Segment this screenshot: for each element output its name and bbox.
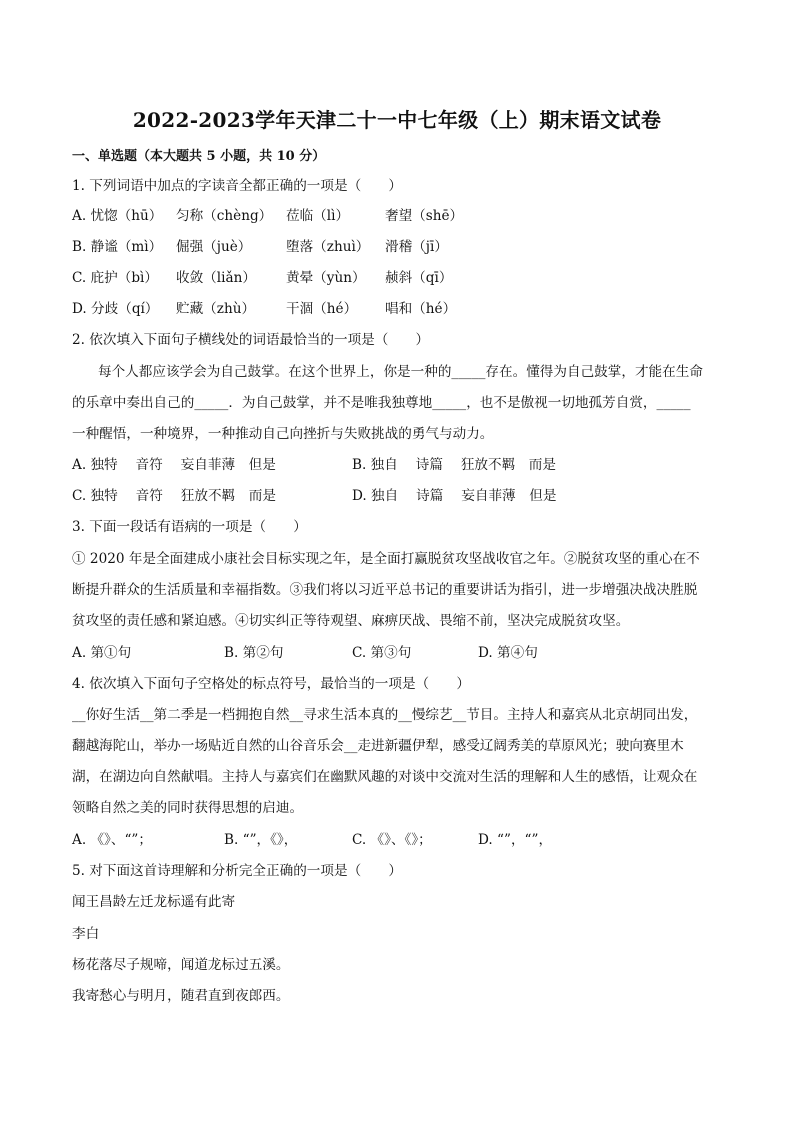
question-4-option-a[interactable]: A. 《》、“”； xyxy=(72,832,152,848)
question-5-stem: 5. 对下面这首诗理解和分析完全正确的一项是（ ） xyxy=(72,863,402,879)
option-text: 黄晕（yùn） xyxy=(286,270,366,286)
question-3-stem: 3. 下面一段话有语病的一项是（ ） xyxy=(72,519,307,535)
poem-line: 杨花落尽子规啼，闻道龙标过五溪。 xyxy=(72,957,290,973)
question-4-option-c[interactable]: C. 《》、《》； xyxy=(352,832,432,848)
question-4-options xyxy=(72,830,724,850)
question-4-option-d[interactable]: D. “”，“”， xyxy=(478,832,553,848)
question-3-option-d[interactable]: D. 第④句 xyxy=(478,645,538,661)
option-text: 收敛（liǎn） xyxy=(176,270,256,286)
option-text: 匀称（chèng） xyxy=(176,208,273,224)
question-3-passage-line: 贫攻坚的责任感和紧迫感。④切实纠正等待观望、麻痹厌战、畏缩不前，坚决完成脱贫攻坚。 xyxy=(72,613,630,629)
option-text: 贮藏（zhù） xyxy=(176,301,256,317)
option-text: 莅临（lì） xyxy=(286,208,350,224)
option-text: A. 忧惚（hū） xyxy=(72,208,163,224)
question-4-passage-line: 翻越海陀山，举办一场贴近自然的山谷音乐会__走进新疆伊犁，感受辽阔秀美的草原风光；驶向赛里木 xyxy=(72,738,684,754)
question-4-passage-line: 湖，在湖边向自然献唱。主持人与嘉宾们在幽默风趣的对谈中交流对生活的理解和人生的感悟，让观众在 xyxy=(72,769,698,785)
question-4-option-b[interactable]: B. “”，《》， xyxy=(224,832,298,848)
question-3-passage-line: ① 2020 年是全面建成小康社会目标实现之年，是全面打赢脱贫攻坚战收官之年。②脱贫攻坚的重心在不 xyxy=(72,551,700,567)
question-3-option-c[interactable]: C. 第③句 xyxy=(352,645,412,661)
question-4-stem: 4. 依次填入下面句子空格处的标点符号，最恰当的一项是（ ） xyxy=(72,676,470,692)
question-4-passage-line: 领略自然之美的同时获得思想的启迪。 xyxy=(72,800,304,816)
option-text: 赪斜（qī） xyxy=(385,270,453,286)
question-3-passage-line: 断提升群众的生活质量和幸福指数。③我们将以习近平总书记的重要讲话为指引，进一步增强决战决胜脱 xyxy=(72,582,698,598)
section-heading: 一、单选题（本大题共 5 小题，共 10 分） xyxy=(72,149,326,164)
question-3-option-a[interactable]: A. 第①句 xyxy=(72,645,132,661)
question-1-option-b[interactable] xyxy=(72,237,724,257)
question-2-option-b[interactable]: B. 独自 诗篇 狂放不羁 而是 xyxy=(352,457,556,473)
option-text: 唱和（hé） xyxy=(385,301,457,317)
question-2-option-c[interactable]: C. 独特 音符 狂放不羁 而是 xyxy=(72,488,276,504)
poem-title: 闻王昌龄左迁龙标遥有此寄 xyxy=(72,894,236,910)
question-3-option-b[interactable]: B. 第②句 xyxy=(224,645,284,661)
question-1-option-c[interactable] xyxy=(72,268,724,288)
question-4-passage-line: __你好生活__第二季是一档拥抱自然__寻求生活本真的__慢综艺__节目。主持人和嘉宾从北京胡同出发， xyxy=(72,707,698,723)
option-text: C. 庇护（bì） xyxy=(72,270,158,286)
question-2-passage-line: 每个人都应该学会为自己鼓掌。在这个世界上，你是一种的_____存在。懂得为自己鼓掌，才能在生命 xyxy=(98,364,703,380)
question-3-options xyxy=(72,643,724,663)
poem-line: 我寄愁心与明月，随君直到夜郎西。 xyxy=(72,988,290,1004)
option-text: 干涸（hé） xyxy=(286,301,358,317)
option-text: 倔强（juè） xyxy=(176,239,252,255)
question-1-option-d[interactable] xyxy=(72,299,724,319)
question-2-option-a[interactable]: A. 独特 音符 妄自菲薄 但是 xyxy=(72,457,276,473)
poem-author: 李白 xyxy=(72,926,100,942)
question-1-stem: 1. 下列词语中加点的字读音全都正确的一项是（ ） xyxy=(72,178,402,194)
question-2-passage-line: 的乐章中奏出自己的_____．为自己鼓掌，并不是唯我独尊地_____，也不是傲视一切地孤芳自赏，_____ xyxy=(72,395,691,411)
option-text: B. 静谧（mì） xyxy=(72,239,163,255)
option-text: 奢望（shē） xyxy=(385,208,464,224)
option-text: 堕落（zhuì） xyxy=(286,239,370,255)
question-2-passage-line: 一种醒悟，一种境界，一种推动自己向挫折与失败挑战的勇气与动力。 xyxy=(72,426,494,442)
exam-title: 2022-2023学年天津二十一中七年级（上）期末语文试卷 xyxy=(132,108,662,132)
option-text: 滑稽（jī） xyxy=(385,239,448,255)
question-2-option-d[interactable]: D. 独自 诗篇 妄自菲薄 但是 xyxy=(352,488,557,504)
question-2-stem: 2. 依次填入下面句子横线处的词语最恰当的一项是（ ） xyxy=(72,332,430,348)
question-1-option-a[interactable] xyxy=(72,206,724,226)
option-text: D. 分歧（qí） xyxy=(72,301,159,317)
